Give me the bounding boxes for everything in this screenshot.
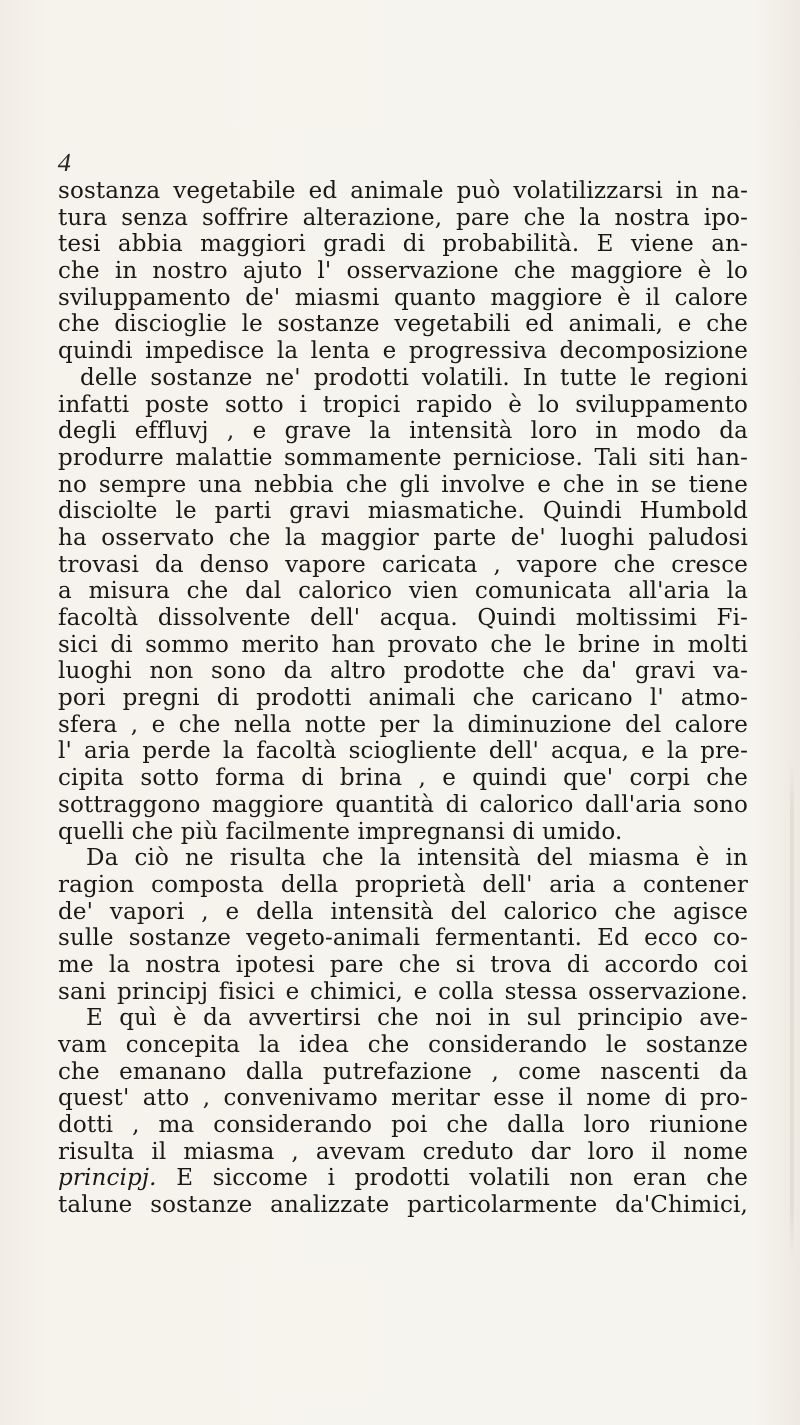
text-line: sottraggono maggiore quantità di calorico dall'aria sono	[58, 791, 748, 818]
text-line: che emanano dalla putrefazione , come nascenti da	[58, 1058, 748, 1085]
text-line: cipita sotto forma di brina , e quindi que' corpi che	[58, 765, 748, 792]
text-line: principj. E siccome i prodotti volatili non eran che	[58, 1165, 748, 1192]
text-line: che discioglie le sostanze vegetabili ed animali, e che	[58, 311, 748, 338]
text-line: a misura che dal calorico vien comunicata all'aria la	[58, 578, 748, 605]
text-line: no sempre una nebbia che gli involve e che in se tiene	[58, 471, 748, 498]
text-line: talune sostanze analizzate particolarmente da'Chimici,	[58, 1192, 748, 1219]
text-line: vam concepita la idea che considerando le sostanze	[58, 1032, 748, 1058]
text-line: de' vapori , e della intensità del calorico che agisce	[58, 898, 748, 925]
text-line: sostanza vegetabile ed animale può volatilizzarsi in na-	[58, 178, 748, 204]
text-line: Da ciò ne risulta che la intensità del miasma è in	[86, 845, 748, 872]
text-line: infatti poste sotto i tropici rapido è lo sviluppamento	[58, 391, 748, 418]
text-line: sulle sostanze vegeto-animali fermentanti. Ed ecco co-	[58, 925, 748, 952]
text-line: l' aria perde la facoltà sciogliente dell' acqua, e la pre-	[58, 738, 748, 765]
text-line: dotti , ma considerando poi che dalla loro riunione	[58, 1112, 748, 1139]
text-line: quelli che più facilmente impregnansi di umido.	[58, 818, 623, 845]
text-line: tesi abbia maggiori gradi di probabilità. E viene an-	[58, 231, 748, 258]
text-line: quest' atto , convenivamo meritar esse il nome di pro-	[58, 1085, 748, 1112]
text-line: trovasi da denso vapore caricata , vapore che cresce	[58, 551, 748, 578]
text-line: ha osservato che la maggior parte de' luoghi paludosi	[58, 524, 748, 551]
text-line: ragion composta della proprietà dell' aria a contener	[58, 871, 748, 898]
text-line: sani principj fisici e chimici, e colla stessa osservazione.	[58, 978, 748, 1005]
text-line: me la nostra ipotesi pare che si trova di accordo coi	[58, 951, 748, 978]
text-line: delle sostanze ne' prodotti volatili. In tutte le regioni	[80, 364, 748, 391]
text-line: pori pregni di prodotti animali che caricano l' atmo-	[58, 685, 748, 712]
text-line: disciolte le parti gravi miasmatiche. Quindi Humbold	[58, 498, 748, 525]
text-line: luoghi non sono da altro prodotte che da' gravi va-	[58, 658, 748, 685]
text-line: tura senza soffrire alterazione, pare che la nostra ipo-	[58, 204, 748, 231]
page-number: 4	[55, 148, 74, 177]
italic-term: principj.	[58, 1165, 157, 1192]
body-text	[58, 178, 748, 1219]
text-line: risulta il miasma , avevam creduto dar loro il nome	[58, 1138, 748, 1165]
text-line: quindi impedisce la lenta e progressiva decomposizione	[58, 338, 748, 365]
text-line: che in nostro ajuto l' osservazione che maggiore è lo	[58, 258, 748, 285]
text-line: E quì è da avvertirsi che noi in sul principio ave-	[86, 1005, 748, 1032]
text-line: degli effluvj , e grave la intensità loro in modo da	[58, 418, 748, 445]
text-line: sfera , e che nella notte per la diminuzione del calore	[58, 711, 748, 738]
page-edge-shadow	[790, 760, 794, 1260]
text-line: produrre malattie sommamente perniciose. Tali siti han-	[58, 444, 748, 471]
text-line: sviluppamento de' miasmi quanto maggiore è il calore	[58, 284, 748, 311]
text-line: facoltà dissolvente dell' acqua. Quindi moltissimi Fi-	[58, 605, 748, 631]
text-line: sici di sommo merito han provato che le brine in molti	[58, 631, 748, 658]
